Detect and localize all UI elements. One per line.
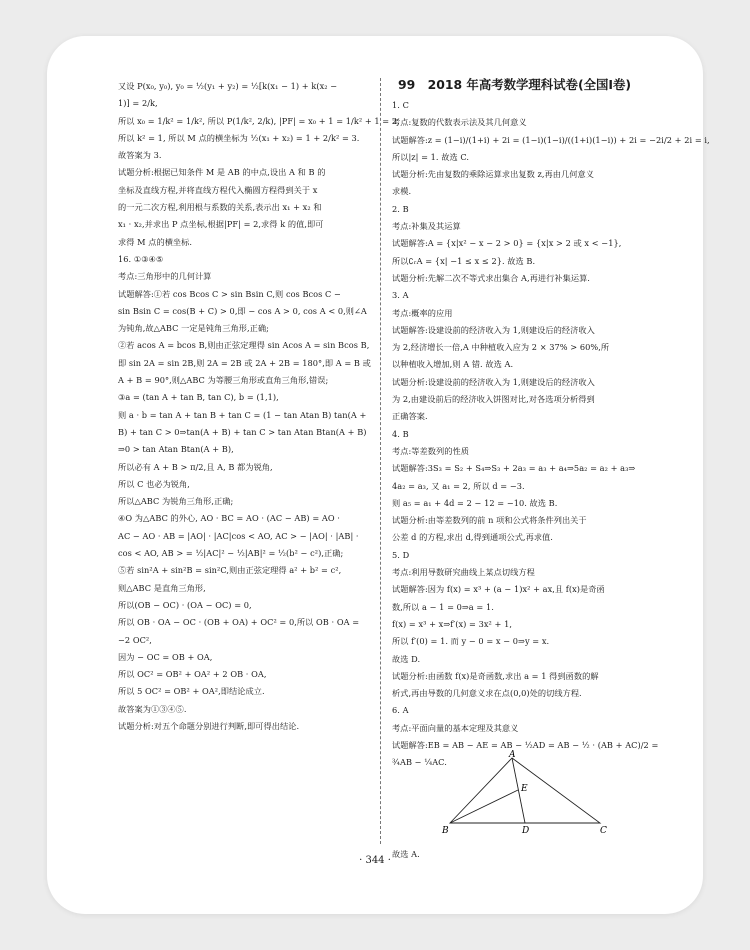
text-line: 考点:补集及其运算 (392, 221, 461, 232)
text-line: 所以(OB − OC) · (OA − OC) = 0, (118, 599, 252, 610)
text-line: 所以 f′(0) = 1. 而 y − 0 = x − 0⇒y = x. (392, 636, 550, 647)
text-line: 1)] = 2/k, (118, 98, 158, 109)
text-line: 试题分析:设建设前的经济收入为 1,则建设后的经济收入 (392, 376, 595, 387)
text-line: 所以|z| = 1. 故选 C. (392, 151, 470, 162)
label-c: C (600, 826, 607, 836)
text-line: 试题分析:先解二次不等式求出集合 A,再进行补集运算. (392, 272, 590, 283)
text-line: 所以 OB · OA − OC · (OB + OA) + OC² = 0,所以 OB · OA = (118, 617, 360, 628)
text-line: 试题分析:对五个命题分别进行判断,即可得出结论. (118, 720, 300, 731)
text-line: ④O 为△ABC 的外心, AO · BC = AO · (AC − AB) = AO · (118, 513, 340, 524)
text-line: 16. ①③④⑤ (118, 253, 164, 264)
text-line: 5. D (392, 549, 410, 560)
text-line: B) + tan C > 0⇒tan(A + B) + tan C > tan Atan Btan(A + B) (118, 426, 367, 437)
text-line: 为 2,经济增长一倍,A 中种植收入应为 2 × 37% > 60%,所 (392, 342, 610, 353)
label-d: D (522, 826, 530, 836)
text-line: 试题解答:EB = AB − AE = AB − ½AD = AB − ½ · (AB + AC)/2 = (392, 739, 659, 750)
text-line: 所以 C 也必为锐角, (118, 478, 190, 489)
text-line: ③a = (tan A + tan B, tan C), b = (1,1), (118, 392, 279, 403)
text-line: 1. C (392, 100, 409, 110)
text-line: 试题解答:A = {x|x² − x − 2 > 0} = {x|x > 2 或 x < −1}, (392, 238, 622, 249)
label-b: B (442, 826, 449, 836)
text-line: 考点:复数的代数表示法及其几何意义 (392, 117, 527, 128)
section-header: 99 2018 年高考数学理科试卷(全国Ⅰ卷) (398, 77, 632, 92)
text-line: 试题分析:由函数 f(x)是奇函数,求出 a = 1 得到函数的解 (392, 670, 599, 681)
text-line: 试题解答:①若 cos Bcos C > sin Bsin C,则 cos Bcos C − (118, 288, 341, 299)
text-line: 考点:三角形中的几何计算 (118, 271, 212, 282)
text-line: 因为 − OC = OB + OA, (118, 651, 213, 662)
text-line: 公差 d 的方程,求出 d,得到通项公式,再求值. (392, 532, 553, 543)
text-line: 以种植收入增加,则 A 错. 故选 A. (392, 359, 514, 370)
text-line: 试题分析:根据已知条件 M 是 AB 的中点,设出 A 和 B 的 (118, 167, 326, 178)
text-line: 考点:概率的应用 (392, 307, 453, 318)
text-line: AC − AO · AB = |AO| · |AC|cos < AO, AC > − |AO| · |AB| · (118, 530, 359, 541)
text-line: 所以 x₀ = 1/k² = 1/k², 所以 P(1/k², 2/k), |PF| = x₀ + 1 = 1/k² + 1 = 2, (118, 115, 400, 126)
text-line: cos < AO, AB > = ½|AC|² − ½|AB|² = ½(b² − c²),正确; (118, 548, 344, 559)
text-line: 3. A (392, 290, 409, 301)
text-line: ②若 acos A = bcos B,则由正弦定理得 sin Acos A = sin Bcos B, (118, 340, 370, 351)
text-line: 故答案为 3. (118, 150, 162, 161)
text-line: 则 a₅ = a₁ + 4d = 2 − 12 = −10. 故选 B. (392, 497, 558, 508)
text-line: 试题解答:因为 f(x) = x³ + (a − 1)x² + ax,且 f(x)是奇函 (392, 584, 605, 595)
text-line: 又设 P(x₀, y₀), y₀ = ½(y₁ + y₂) = ½[k(x₁ − 1) + k(x₂ − (118, 81, 338, 91)
text-line: 所以 OC² = OB² + OA² + 2 OB · OA, (118, 669, 267, 680)
text-line: 试题分析:先由复数的乘除运算求出复数 z,再由几何意义 (392, 169, 594, 180)
text-line: x₁ · x₂,并求出 P 点坐标,根据|PF| = 2,求得 k 的值,即可 (118, 219, 324, 230)
text-line: 即 sin 2A = sin 2B,则 2A = 2B 或 2A + 2B = 180°,即 A = B 或 (118, 357, 371, 368)
text-line: 析式,再由导数的几何意义求在点(0,0)处的切线方程. (392, 688, 582, 699)
text-line: f(x) = x³ + x⇒f′(x) = 3x² + 1, (392, 618, 512, 629)
text-line: 为钝角,故△ABC 一定是钝角三角形,正确; (118, 323, 269, 334)
text-line: 试题分析:由等差数列的前 n 项和公式将条件列出关于 (392, 515, 587, 526)
text-line: 试题解答:3S₃ = S₂ + S₄⇒S₃ + 2a₃ = a₃ + a₄⇒5a₂ = a₂ + a₃⇒ (392, 463, 636, 474)
text-line: 2. B (392, 203, 409, 214)
text-line: 所以必有 A + B > π/2,且 A, B 都为锐角, (118, 461, 273, 472)
text-line: 故答案为①③④⑤. (118, 703, 187, 714)
text-line: 为 2,由建设前后的经济收入饼图对比,对各选项分析得到 (392, 394, 595, 405)
text-line: 则△ABC 是直角三角形, (118, 582, 206, 593)
text-line: 数,所以 a − 1 = 0⇒a = 1. (392, 601, 494, 612)
text-line: ¾AB − ¼AC. (392, 757, 447, 768)
text-line: 试题解答:z = (1−i)/(1+i) + 2i = (1−i)(1−i)/((1+i)(1−i)) + 2i = −2i/2 + 2i = i, (392, 134, 710, 145)
text-line: A + B = 90°,则△ABC 为等腰三角形或直角三角形,错误; (118, 375, 329, 386)
text-line: ⑤若 sin²A + sin²B = sin²C,则由正弦定理得 a² + b² = c², (118, 565, 342, 576)
label-a: A (509, 750, 516, 760)
text-line: 坐标及直线方程,并将直线方程代入椭圆方程得到关于 x (118, 184, 318, 195)
text-line: 所以△ABC 为锐角三角形,正确; (118, 496, 234, 507)
left-column (118, 78, 400, 735)
column-divider (380, 78, 381, 844)
text-line: 4a₂ = a₃, 又 a₁ = 2, 所以 d = −3. (392, 480, 525, 491)
label-e: E (521, 784, 528, 794)
triangle-diagram (440, 750, 610, 836)
text-line: 所以∁ᵣA = {x| −1 ≤ x ≤ 2}. 故选 B. (392, 255, 536, 266)
text-line: 6. A (392, 705, 409, 716)
text-line: ⇒0 > tan Atan Btan(A + B), (118, 444, 234, 455)
text-line: −2 OC², (118, 634, 152, 645)
text-line: 求得 M 点的横坐标. (118, 236, 193, 247)
text-line: 正确答案. (392, 411, 428, 422)
text-line: sin Bsin C = cos(B + C) > 0,即 − cos A > 0, cos A < 0,则∠A (118, 305, 367, 316)
page-number: · 344 · (359, 855, 391, 866)
segment-be (450, 790, 518, 823)
text-line: 考点:等差数列的性质 (392, 445, 469, 456)
text-line: 故选 D. (392, 653, 421, 664)
text-line: 考点:平面向量的基本定理及其意义 (392, 722, 519, 733)
text-line: 故选 A. (392, 848, 420, 859)
text-line: 的一元二次方程,利用根与系数的关系,表示出 x₁ + x₂ 和 (118, 202, 322, 213)
text-line: 求模. (392, 186, 412, 197)
right-column (392, 97, 710, 863)
text-line: 所以 k² = 1, 所以 M 点的横坐标为 ½(x₁ + x₂) = 1 + 2/k² = 3. (118, 132, 360, 143)
text-line: 4. B (392, 428, 409, 439)
text-line: 所以 5 OC² = OB² + OA²,即结论成立. (118, 686, 265, 697)
text-line: 考点:利用导数研究曲线上某点切线方程 (392, 567, 535, 578)
text-line: 试题解答:设建设前的经济收入为 1,则建设后的经济收入 (392, 324, 595, 335)
text-line: 则 a · b = tan A + tan B + tan C = (1 − tan Atan B) tan(A + (118, 409, 367, 420)
